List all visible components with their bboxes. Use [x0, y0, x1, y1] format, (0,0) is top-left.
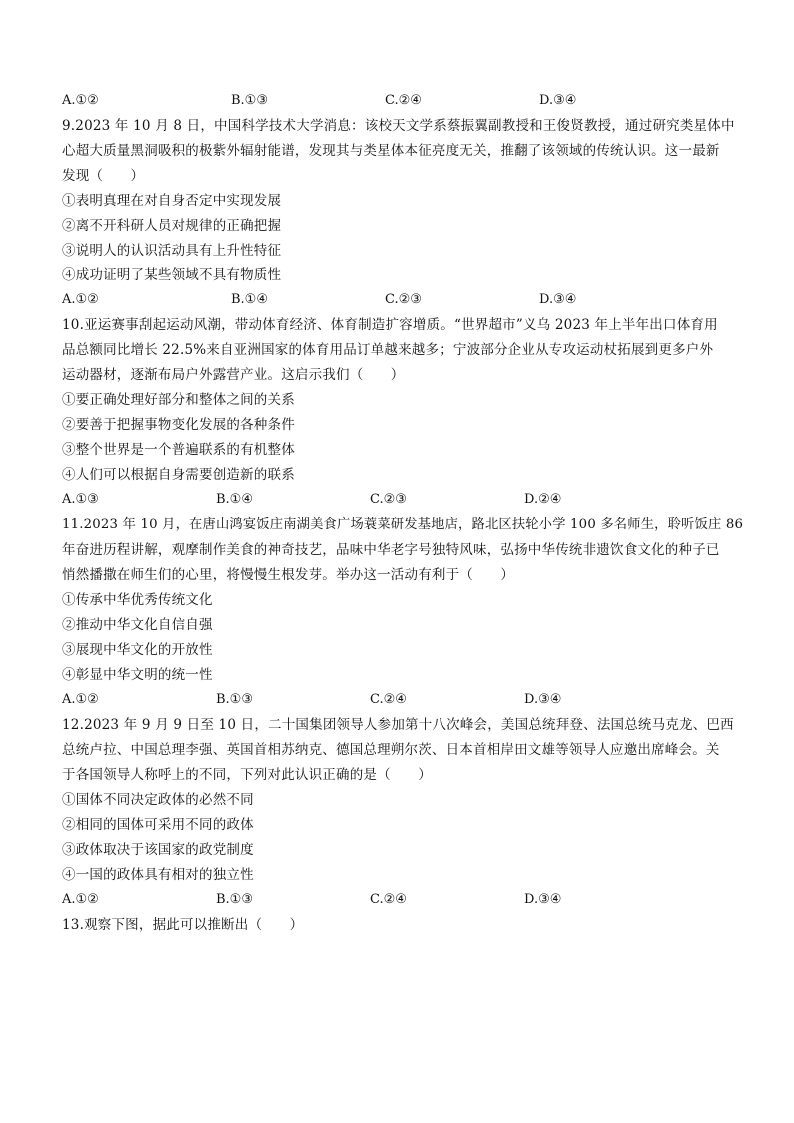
q12-item-3: ③政体取决于该国家的政党制度 — [62, 842, 254, 858]
q12-option-c: C.②④ — [370, 892, 407, 907]
q9-stem-line-1: 9.2023 年 10 月 8 日，中国科学技术大学消息：该校天文学系蔡振翼副教授和王俊贤教授，通过研究类星体中 — [62, 118, 735, 134]
q11-stem-line-2: 年奋进历程讲解，观摩制作美食的神奇技艺，品味中华老字号独特风味，弘扬中华传统非遗饮食文化的种子已 — [62, 542, 720, 558]
q10-option-a: A.①③ — [62, 492, 99, 507]
q10-stem-line-3: 运动器材，逐渐布局户外露营产业。这启示我们（ ） — [62, 367, 405, 383]
q10-option-c: C.②③ — [370, 492, 407, 507]
q9-option-b: B.①④ — [231, 292, 268, 307]
q10-item-1: ①要正确处理好部分和整体之间的关系 — [62, 392, 295, 408]
q10-option-d: D.②④ — [524, 492, 562, 507]
q12-option-b: B.①③ — [216, 892, 253, 907]
q11-item-4: ④彰显中华文明的统一性 — [62, 667, 213, 683]
q9-option-d: D.③④ — [539, 292, 577, 307]
q9-option-c: C.②③ — [385, 292, 422, 307]
q9-item-4: ④成功证明了某些领域不具有物质性 — [62, 267, 282, 283]
q13-stem: 13.观察下图，据此可以推断出（ ） — [62, 917, 304, 933]
q12-stem-line-2: 总统卢拉、中国总理李强、英国首相苏纳克、德国总理朔尔茨、日本首相岸田文雄等领导人应邀出席峰会。关 — [62, 742, 720, 758]
q9-item-3: ③说明人的认识活动具有上升性特征 — [62, 243, 282, 259]
q10-stem-line-2: 品总额同比增长 22.5%来自亚洲国家的体育用品订单越来越多；宁波部分企业从专攻运动杖拓展到更多户外 — [62, 342, 714, 358]
q11-item-2: ②推动中华文化自信自强 — [62, 617, 213, 633]
q12-stem-line-1: 12.2023 年 9 月 9 日至 10 日，二十国集团领导人参加第十八次峰会，美国总统拜登、法国总统马克龙、巴西 — [62, 717, 734, 733]
q10-item-4: ④人们可以根据自身需要创造新的联系 — [62, 467, 295, 483]
q8-option-c: C.②④ — [385, 93, 422, 108]
q11-option-c: C.②④ — [370, 692, 407, 707]
q11-stem-line-3: 悄然播撒在师生们的心里，将慢慢生根发芽。举办这一活动有利于（ ） — [62, 567, 515, 583]
q9-item-1: ①表明真理在对自身否定中实现发展 — [62, 193, 282, 209]
q8-option-d: D.③④ — [539, 93, 577, 108]
q9-stem-line-3: 发现（ ） — [62, 168, 145, 184]
q12-stem-line-3: 于各国领导人称呼上的不同，下列对此认识正确的是（ ） — [62, 767, 432, 783]
q11-item-1: ①传承中华优秀传统文化 — [62, 592, 213, 608]
q12-option-d: D.③④ — [524, 892, 562, 907]
q12-item-2: ②相同的国体可采用不同的政体 — [62, 817, 254, 833]
q9-stem-line-2: 心超大质量黑洞吸积的极紫外辐射能谱，发现其与类星体本征亮度无关，推翻了该领域的传统认识。这一最新 — [62, 143, 720, 159]
q10-option-b: B.①④ — [216, 492, 253, 507]
q12-item-4: ④一国的政体具有相对的独立性 — [62, 867, 254, 883]
q10-item-3: ③整个世界是一个普遍联系的有机整体 — [62, 442, 295, 458]
q9-item-2: ②离不开科研人员对规律的正确把握 — [62, 218, 282, 234]
q10-stem-line-1: 10.亚运赛事刮起运动风潮，带动体育经济、体育制造扩容增质。“世界超市”义乌 2023 年上半年出口体育用 — [62, 317, 718, 333]
q11-option-d: D.③④ — [524, 692, 562, 707]
q9-option-a: A.①② — [62, 292, 99, 307]
q8-option-b: B.①③ — [231, 93, 268, 108]
q12-item-1: ①国体不同决定政体的必然不同 — [62, 792, 254, 808]
q11-option-b: B.①③ — [216, 692, 253, 707]
q12-option-a: A.①② — [62, 892, 99, 907]
q8-option-a: A.①② — [62, 93, 99, 108]
q10-item-2: ②要善于把握事物变化发展的各种条件 — [62, 417, 295, 433]
q11-option-a: A.①② — [62, 692, 99, 707]
q11-item-3: ③展现中华文化的开放性 — [62, 642, 213, 658]
q11-stem-line-1: 11.2023 年 10 月，在唐山鸿宴饭庄南湖美食广场蓑菜研发基地店，路北区扶轮小学 100 多名师生，聆听饭庄 86 — [62, 517, 744, 532]
